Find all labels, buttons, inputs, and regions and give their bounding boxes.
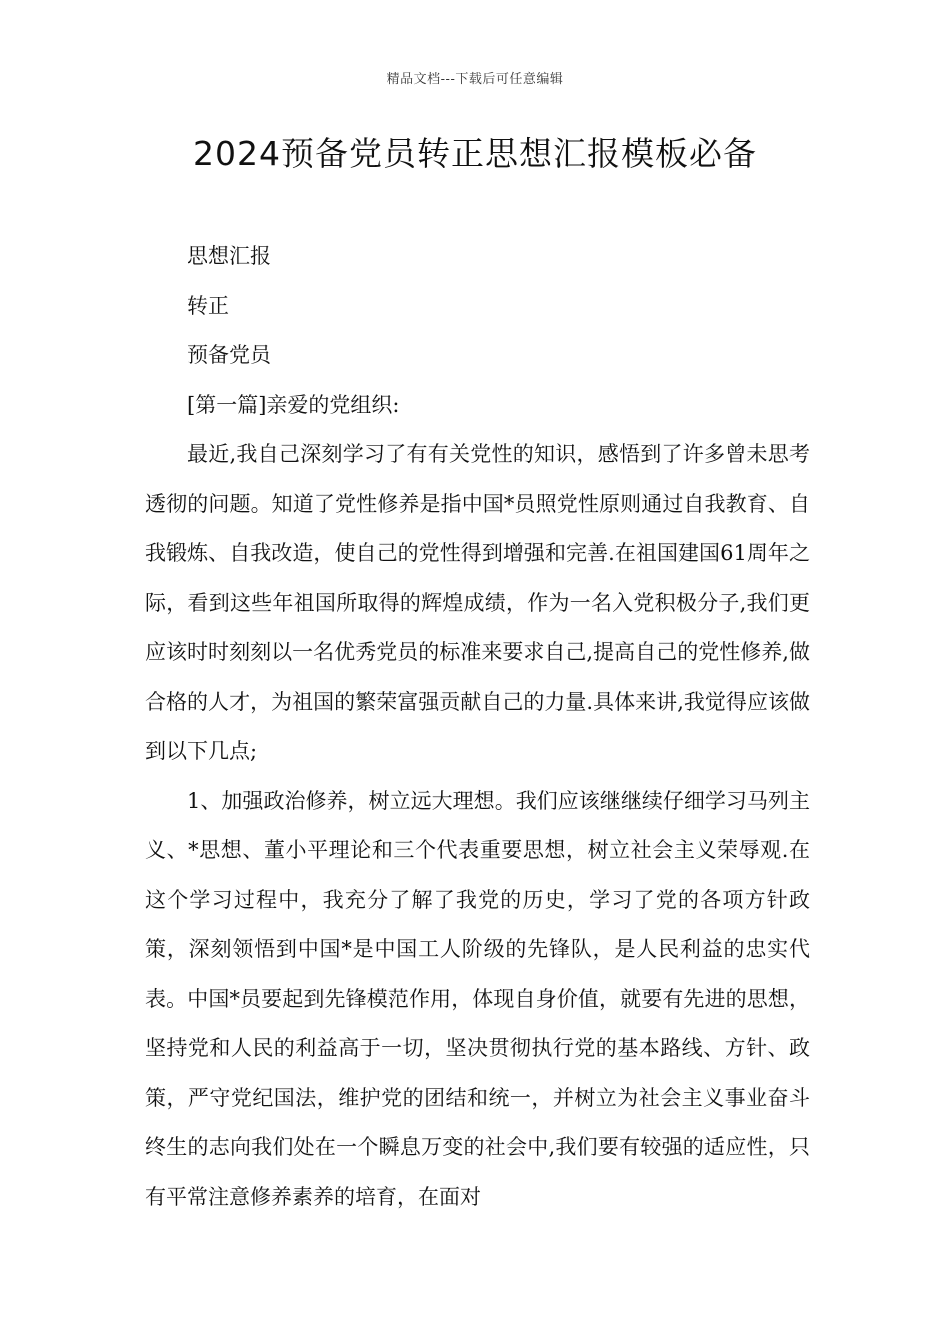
keyword-2: 转正 [187,293,229,318]
salutation: [第一篇]亲爱的党组织: [187,392,400,417]
header-note: 精品文档---下载后可任意编辑 [386,72,564,87]
keyword-3: 预备党员 [187,343,271,367]
document-title: 2024预备党员转正思想汇报模板必备 [193,134,757,173]
paragraph-intro: 最近,我自己深刻学习了有有关党性的知识，感悟到了许多曾未思考透彻的问题。知道了党性修养是指中国*员照党性原则通过自我教育、自我锻炼、自我改造，使自己的党性得到增强和完善.在祖国建国61周年之际，看到这些年祖国所取得的辉煌成绩，作为一名入党积极分子,我们更应该时时刻刻以一名优秀党员的标准来要求自己,提高自己的党性修养,做合格的人才，为祖国的繁荣富强贡献自己的力量.具体来讲,我觉得应该做到以下几点; [145,442,810,763]
document-body [145,232,810,1222]
keyword-1: 思想汇报 [187,244,271,268]
paragraph-point-1: 1、加强政治修养，树立远大理想。我们应该继继续仔细学习马列主义、*思想、董小平理论和三个代表重要思想，树立社会主义荣辱观.在这个学习过程中，我充分了解了我党的历史，学习了党的各项方针政策，深刻领悟到中国*是中国工人阶级的先锋队，是人民利益的忠实代表。中国*员要起到先锋模范作用，体现自身价值，就要有先进的思想，坚持党和人民的利益高于一切，坚决贯彻执行党的基本路线、方针、政策，严守党纪国法，维护党的团结和统一，并树立为社会主义事业奋斗终生的志向我们处在一个瞬息万变的社会中,我们要有较强的适应性，只有平常注意修养素养的培育，在面对 [145,788,810,1209]
